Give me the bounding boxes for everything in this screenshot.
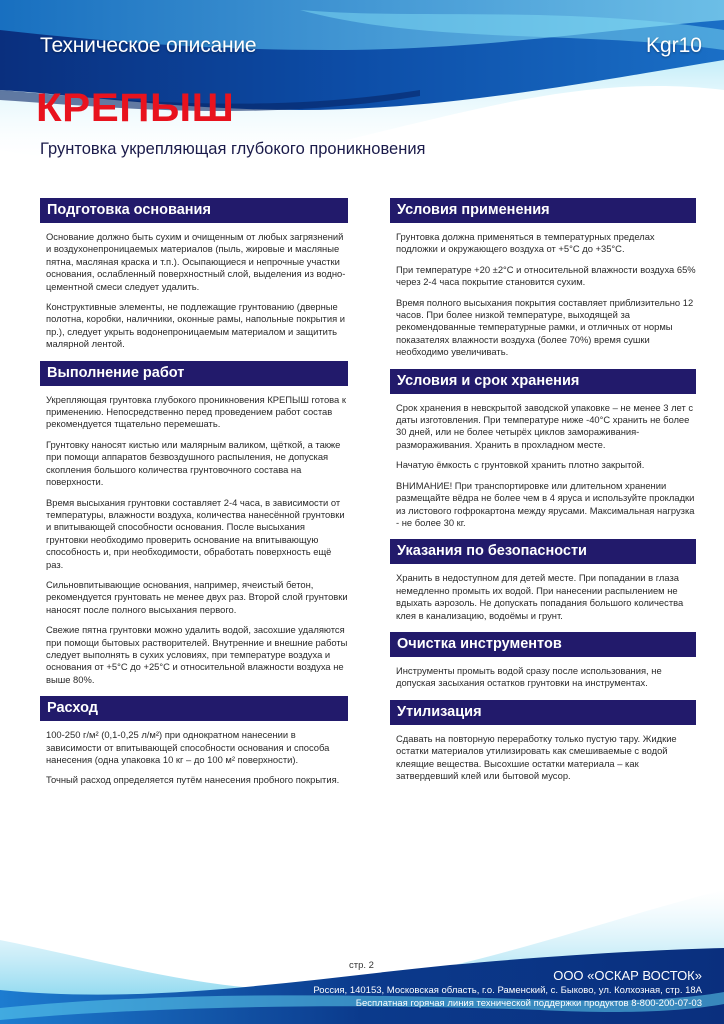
paragraph: 100-250 г/м² (0,1-0,25 л/м²) при однократном нанесении в зависимости от впитывающей способности основания и способа нанесения (одна упаковка 10 кг – до 100 м² поверхности). xyxy=(46,729,330,765)
document-title: Техническое описание xyxy=(40,34,257,57)
section-title: Утилизация xyxy=(390,700,696,725)
section-tool-cleaning xyxy=(390,632,696,690)
paragraph: Инструменты промыть водой сразу после использования, не допуская засыхания остатков грунтовки на инструментах. xyxy=(396,664,662,689)
paragraph: При температуре +20 ±2°С и относительной влажности воздуха 65% через 2-4 часа покрытие становится сухим. xyxy=(396,263,696,288)
paragraph: Начатую ёмкость с грунтовкой хранить плотно закрытой. xyxy=(396,459,645,471)
paragraph: Укрепляющая грунтовка глубокого проникновения КРЕПЫШ готова к применению. Непосредственно перед проведением работ состав рекомендуется тщательно перемешать. xyxy=(46,393,346,430)
right-column xyxy=(390,198,696,792)
section-application-conditions xyxy=(390,198,696,359)
section-title: Выполнение работ xyxy=(40,361,348,386)
paragraph: Сильновпитывающие основания, например, ячеистый бетон, рекомендуется грунтовать не менее двух раз. Второй слой грунтовки наносят после полного высыхания первого. xyxy=(46,578,348,615)
paragraph: Свежие пятна грунтовки можно удалить водой, засохшие удаляются при помощи бытовых растворителей. Внутренние и внешние работы следует выполнять в сухих условиях, при температуре воздуха и основания от +5°С до +25°С и относительной влажности воздуха не выше 80%. xyxy=(46,624,348,685)
section-consumption xyxy=(40,696,348,787)
paragraph: Конструктивные элементы, не подлежащие грунтованию (дверные полотна, коробки, наличники, оконные рамы, напольные покрытия и пр.), следует укрыть водонепроницаемым материалом и защитить малярной лентой. xyxy=(46,301,345,350)
brand-logo: КРЕПЫШ xyxy=(36,86,235,130)
company-name: ООО «ОСКАР ВОСТОК» xyxy=(553,968,702,983)
paragraph: Основание должно быть сухим и очищенным от любых загрязнений и воздухонепроницаемых материалов (пыль, жировые и масляные пятна, масляная краска и т.п.). Осыпающиеся и непрочные участки основания, ослабленный поверхностный слой, выделения из водно-цементной смеси следует удалить. xyxy=(46,231,346,292)
paragraph: Время полного высыхания покрытия составляет приблизительно 12 часов. При более низкой температуре, выходящей за рекомендованные температурные рамки, и отличных от нормы показателях влажности воздуха (более 70%) время сушки необходимо увеличивать. xyxy=(396,296,694,358)
paragraph: ВНИМАНИЕ! При транспортировке или длительном хранении размещайте вёдра не более чем в 4 яруса и используйте прокладки из листового гофрокартона между ярусами. Максимальная нагрузка - не более 30 кг. xyxy=(396,479,695,528)
section-title: Расход xyxy=(40,696,348,721)
section-application-work xyxy=(40,361,348,687)
paragraph: Грунтовку наносят кистью или малярным валиком, щёткой, а также при помощи аппаратов безвоздушного распыления, не допуская скопления большого количества грунтовочного состава на поверхности. xyxy=(46,438,341,488)
paragraph: Срок хранения в невскрытой заводской упаковке – не менее 3 лет с даты изготовления. При температуре ниже -40°С хранить не более 30 дней, или не более четырёх циклов замораживания-размораживания. Хранить в прохладном месте. xyxy=(396,401,694,450)
paragraph: Грунтовка должна применяться в температурных пределах подложки и окружающего воздуха от +5°С до +35°С. xyxy=(396,231,655,255)
section-surface-preparation xyxy=(40,198,348,351)
section-title: Условия применения xyxy=(390,198,696,223)
section-title: Очистка инструментов xyxy=(390,632,696,657)
paragraph: Точный расход определяется путём нанесения пробного покрытия. xyxy=(46,774,340,786)
left-column xyxy=(40,198,348,797)
paragraph: Сдавать на повторную переработку только пустую тару. Жидкие остатки материалов утилизировать как смешиваемые с водой клеящие вещества. Высохшие остатки материала – как затвердевший клей или бытовой мусор. xyxy=(396,732,677,781)
support-hotline: Бесплатная горячая линия технической поддержки продуктов 8-800-200-07-03 xyxy=(355,998,702,1009)
product-subtitle: Грунтовка укрепляющая глубокого проникновения xyxy=(40,140,426,158)
section-title: Подготовка основания xyxy=(40,198,348,223)
paragraph: Хранить в недоступном для детей месте. При попадании в глаза немедленно промыть их водой. При нанесении распылением не вдыхать аэрозоль. Не допускать попадания большого количества клея в канализацию, водоёмы и грунт. xyxy=(396,572,684,621)
company-address: Россия, 140153, Московская область, г.о. Раменский, с. Быково, ул. Колхозная, стр. 18А xyxy=(313,985,702,996)
section-storage xyxy=(390,369,696,530)
product-code: Kgr10 xyxy=(645,34,702,57)
paragraph: Время высыхания грунтовки составляет 2-4 часа, в зависимости от температуры, влажности воздуха, количества нанесённой грунтовки и впитывающей способности основания. После высыхания грунтовки необходимо проверить основание на впитывающую способность и, при необходимости, обработать поверхность ещё раз. xyxy=(46,496,345,570)
section-disposal xyxy=(390,700,696,783)
section-safety xyxy=(390,539,696,622)
section-title: Указания по безопасности xyxy=(390,539,696,564)
section-title: Условия и срок хранения xyxy=(390,369,696,394)
page-number: стр. 2 xyxy=(349,960,374,971)
